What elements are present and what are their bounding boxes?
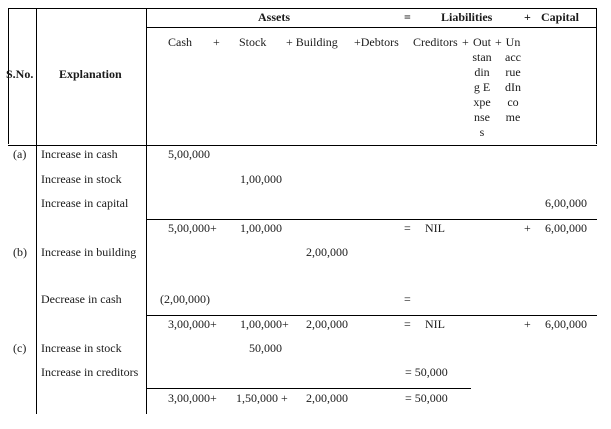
header-bottom-border: [8, 145, 597, 146]
assets-header-border: [146, 27, 597, 28]
total-1-nil: NIL: [425, 221, 445, 235]
cash-value-a: 5,00,000: [168, 147, 210, 161]
debtors-column-header: +Debtors: [354, 35, 399, 49]
cash-plus-header: +: [213, 35, 220, 49]
total-2-nil: NIL: [425, 317, 445, 331]
increase-cash-text: Increase in cash: [41, 147, 118, 161]
unaccrued-income-line-4: dIn: [505, 80, 521, 94]
total-2-capital: 6,00,000: [545, 317, 587, 331]
total-3-rule: [146, 388, 471, 389]
total-2-stock: 1,00,000+: [240, 317, 289, 331]
total-2-plus: +: [524, 317, 531, 331]
decrease-cash-text: Decrease in cash: [41, 292, 122, 306]
total-1-plus: +: [524, 221, 531, 235]
total-3-building: 2,00,000: [306, 391, 348, 405]
unaccrued-income-line-6: me: [505, 110, 521, 124]
stock-value-c: 50,000: [249, 341, 282, 355]
explanation-column-divider: [146, 8, 147, 414]
building-column-header: + Building: [286, 35, 338, 49]
assets-heading: Assets: [258, 10, 290, 24]
outstanding-expenses-line-7: s: [479, 125, 485, 139]
increase-creditors-text: Increase in creditors: [41, 365, 139, 379]
building-value-b: 2,00,000: [306, 245, 348, 259]
total-3-creditors: = 50,000: [405, 391, 448, 405]
total-2-cash: 3,00,000+: [168, 317, 217, 331]
row-c-label: (c): [13, 341, 27, 355]
total-2-equals: =: [404, 317, 411, 331]
outstanding-expenses-line-6: nse: [474, 110, 490, 124]
unaccrued-income-line-2: acc: [505, 50, 521, 64]
total-2-rule: [146, 315, 597, 316]
row-b-label: (b): [13, 245, 27, 259]
increase-stock-c-text: Increase in stock: [41, 341, 122, 355]
total-3-stock: 1,50,000 +: [236, 391, 288, 405]
outstanding-expenses-line-3: din: [474, 65, 490, 79]
right-border: [596, 8, 597, 144]
increase-stock-text: Increase in stock: [41, 172, 122, 186]
liabilities-heading: Liabilities: [441, 10, 493, 24]
creditors-column-header: Creditors: [413, 35, 458, 49]
outstanding-expenses-line-4: g E: [473, 80, 491, 94]
unaccrued-income-line-3: rue: [505, 65, 521, 79]
capital-heading: Capital: [541, 10, 580, 24]
capital-value-a: 6,00,000: [545, 196, 587, 210]
creditors-value-c: = 50,000: [405, 365, 448, 379]
outstanding-expenses-line-1: Out: [473, 35, 491, 49]
outstanding-plus-header: +: [462, 35, 469, 49]
table-top-border: [8, 8, 597, 9]
increase-building-text: Increase in building: [41, 245, 137, 259]
unaccrued-plus-header: +: [495, 35, 502, 49]
unaccrued-income-line-5: co: [507, 95, 519, 109]
cash-column-header: Cash: [168, 35, 192, 49]
explanation-heading: Explanation: [59, 67, 122, 81]
stock-value-a: 1,00,000: [240, 172, 282, 186]
increase-capital-text: Increase in capital: [41, 196, 129, 210]
equals-heading: =: [404, 10, 411, 24]
row-a-label: (a): [13, 147, 27, 161]
total-3-cash: 3,00,000+: [168, 391, 217, 405]
total-1-equals: =: [404, 221, 411, 235]
stock-column-header: Stock: [239, 35, 267, 49]
total-1-stock: 1,00,000: [240, 221, 282, 235]
total-1-cash: 5,00,000+: [168, 221, 217, 235]
unaccrued-income-line-1: Un: [505, 35, 521, 49]
total-1-rule: [146, 219, 597, 220]
total-2-building: 2,00,000: [306, 317, 348, 331]
decrease-cash-equals: =: [404, 292, 411, 306]
sno-heading: S.No.: [6, 67, 34, 81]
outstanding-expenses-line-2: stan: [472, 50, 492, 64]
capital-plus-heading: +: [524, 10, 531, 24]
outstanding-expenses-line-5: xpe: [473, 95, 491, 109]
sno-column-divider: [36, 8, 37, 414]
cash-value-b: (2,00,000): [160, 292, 210, 306]
total-1-capital: 6,00,000: [545, 221, 587, 235]
